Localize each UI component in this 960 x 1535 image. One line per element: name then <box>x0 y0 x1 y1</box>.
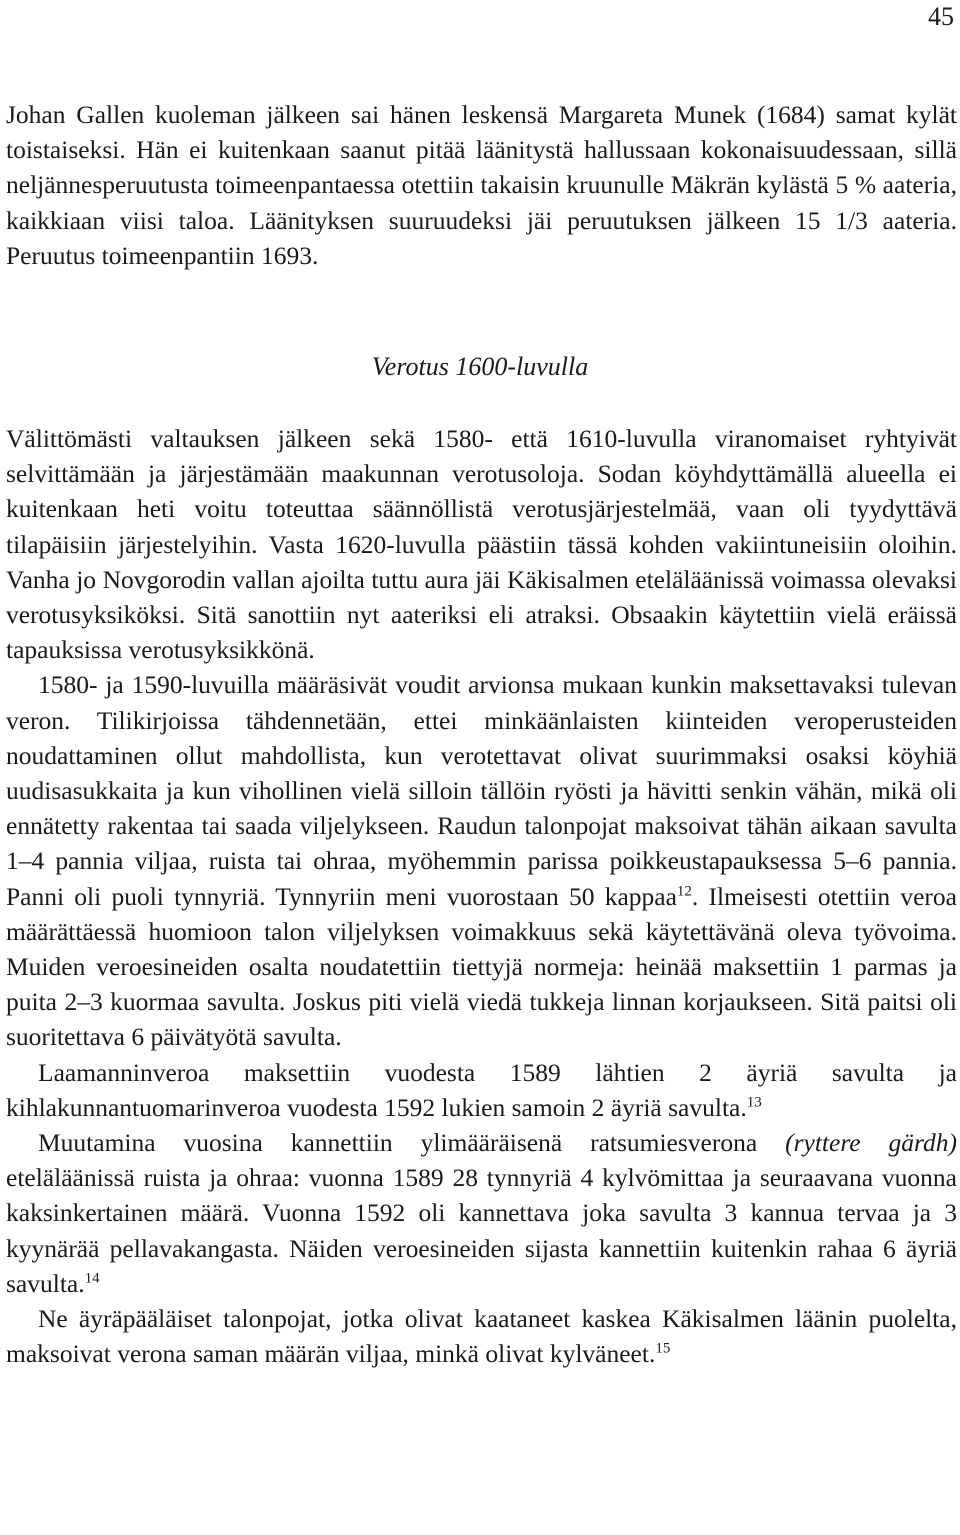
paragraph-5 <box>6 1301 957 1371</box>
section-heading: Verotus 1600-luvulla <box>371 352 589 381</box>
footnote-ref-14[interactable]: 14 <box>84 1270 100 1287</box>
intro-section <box>6 97 957 273</box>
paragraph-3-text: Laamanninveroa maksettiin vuodesta 1589 lähtien 2 äyriä savulta ja kihlakunnantuomarinveroa vuodesta 1592 lukien samoin 2 äyriä savulta. <box>6 1057 957 1122</box>
paragraph-3 <box>6 1055 957 1125</box>
paragraph-4-text-b: eteläläänissä ruista ja ohraa: vuonna 1589 28 tynnyriä 4 kylvömittaa ja seuraavana vuonna kaksinkertainen määrä. Vuonna 1592 oli kannettava joka savulta 3 kannua tervaa ja 3 kyynärää pellavakangasta. Näiden veroesineiden sijasta kannettiin kuitenkin rahaa 6 äyriä savulta. <box>6 1163 957 1298</box>
intro-paragraph: Johan Gallen kuoleman jälkeen sai hänen leskensä Margareta Munek (1684) samat kylät toistaiseksi. Hän ei kuitenkaan saanut pitää läänitystä hallussaan kokonaisuudessaan, sillä neljännesperuutusta toimeenpantaessa otettiin takaisin kruunulle Mäkrän kylästä 5 % aateria, kaikkiaan viisi taloa. Läänityksen suuruudeksi jäi peruutuksen jälkeen 15 1/3 aateria. Peruutus toimeenpantiin 1693. <box>6 100 957 270</box>
page-number: 45 <box>928 2 954 31</box>
footnote-ref-13[interactable]: 13 <box>746 1094 762 1111</box>
body-section <box>6 421 957 1371</box>
paragraph-1: Välittömästi valtauksen jälkeen sekä 1580- että 1610-luvulla viranomaiset ryhtyivät selvittämään ja järjestämään maakunnan verotusoloja. Sodan köyhdyttämällä alueella ei kuitenkaan heti voitu toteuttaa säännöllistä verotusjärjestelmää, vaan oli tyydyttävä tilapäisiin järjestelyihin. Vasta 1620-luvulla päästiin tässä kohden vakiintuneisiin oloihin. Vanha jo Novgorodin vallan ajoilta tuttu aura jäi Käkisalmen eteläläänissä voimassa olevaksi verotusyksiköksi. Sitä sanottiin nyt aateriksi eli atraksi. Obsaakin käytettiin vielä eräissä tapauksissa verotusyksikkönä. <box>6 424 957 665</box>
paragraph-4-text-a: Muutamina vuosina kannettiin ylimääräisenä ratsumiesverona <box>38 1128 786 1158</box>
paragraph-2 <box>6 667 957 1054</box>
footnote-ref-12[interactable]: 12 <box>676 883 692 900</box>
paragraph-4 <box>6 1125 957 1301</box>
paragraph-4-italic-term: (ryttere gärdh) <box>785 1128 957 1158</box>
paragraph-5-text: Ne äyräpääläiset talonpojat, jotka olivat kaataneet kaskea Käkisalmen läänin puolelta, maksoivat verona saman määrän viljaa, minkä olivat kylväneet. <box>6 1304 957 1369</box>
paragraph-2-text-a: 1580- ja 1590-luvuilla määräsivät voudit arvionsa mukaan kunkin maksettavaksi tulevan veron. Tilikirjoissa tähdennetään, ettei minkäänlaisten kiinteiden veroperusteiden noudattaminen ollut mahdollista, kun verotettavat olivat suurimmaksi osaksi köyhiä uudisasukkaita ja kun vihollinen vielä silloin tällöin ryösti ja hävitti senkin vähän, mikä oli ennätetty rakentaa tai saada viljelykseen. Raudun talonpojat maksoivat tähän aikaan savulta 1–4 pannia viljaa, ruista tai ohraa, myöhemmin parissa poikkeustapauksessa 5–6 pannia. Panni oli puoli tynnyriä. Tynnyriin meni vuorostaan 50 kappaa <box>6 670 957 911</box>
paragraph-2-text-b: . Ilmeisesti otettiin veroa määrättäessä huomioon talon viljelyksen voimakkuus sekä käytettävänä oleva työvoima. Muiden veroesineiden osalta noudatettiin tiettyjä normeja: heinää maksettiin 1 parmas ja puita 2–3 kuormaa savulta. Joskus piti vielä viedä tukkeja linnan korjaukseen. Sitä paitsi oli suoritettava 6 päivätyötä savulta. <box>6 881 957 1052</box>
footnote-ref-15[interactable]: 15 <box>655 1340 671 1357</box>
